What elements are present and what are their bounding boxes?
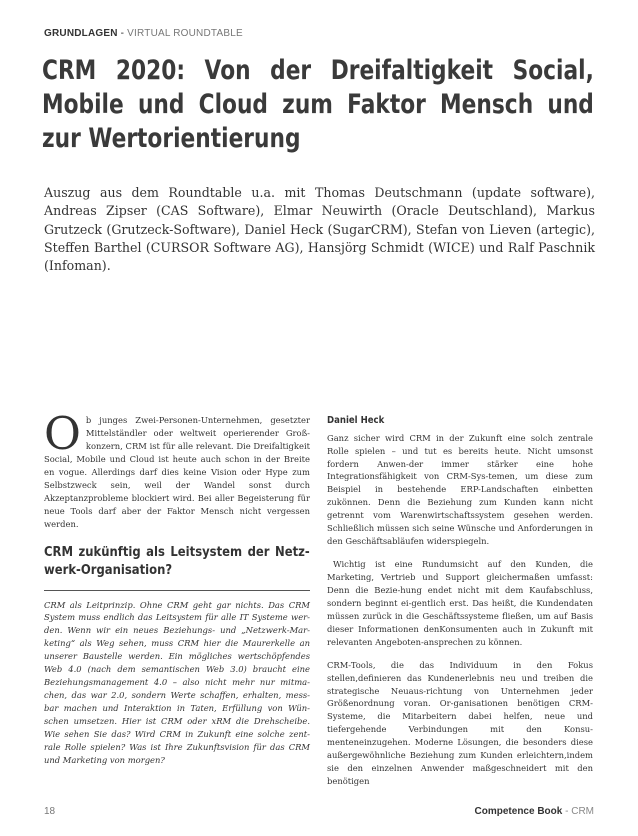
answer-paragraph-3: CRM-Tools, die das Individuum in den Fokus stellen,definieren das Kundenerlebnis neu und treiben die strategische Neuaus-richtung von Unternehmen jeder Größenordnung voran. Or-ganisationen benötigen CRM-Systeme, die Mitarbeitern dabei helfen, neue und tiefergehende Verbindungen mit den Konsu-menteneinzugehen. Moderne Lösungen, die besonders diese außergewöhnliche Beziehung zum Kunden erleichtern,indem sie den einzelnen Anwender maßgeschneidert mit den benötigen [327,659,593,787]
footer-topic: CRM [571,806,594,817]
publication-footer [475,806,594,817]
intro-paragraph [44,407,310,530]
section-header [44,28,243,39]
question-text: CRM als Leitprinzip. Ohne CRM geht gar nichts. Das CRM System muss endlich das Leitsystem für alle IT Systeme wer-den. Wenn wir ein neues Beziehungs- und „Netzwerk-Mar-keting“ als Weg sehen, muss CRM hier die Maurerkelle an unserer Baustelle werden. Ein mögliches wertschöpfendes Web 4.0 (nach dem semantischen Web 3.0) braucht eine Beziehungsmanagement 4.0 – also nicht mehr nur mitma-chen, das war 2.0, sondern Werte schaffen, erhalten, mess-bar machen und Interaktion in Taten, Erfüllung von Wün-schen umsetzen. Hier ist CRM oder xRM die Drehscheibe. Wie sehen Sie das? Wird CRM in Zukunft eine solche zent-rale Rolle spielen? Was ist Ihre Zukunftsvision für das CRM und Marketing von morgen? [44,599,310,765]
heading-divider [44,590,310,591]
right-column [327,414,593,798]
footer-separator: - [562,806,572,817]
article-title: CRM 2020: Von der Dreifaltigkeit Social, Mobile und Cloud zum Faktor Mensch und zur Wertorientierung [42,55,594,155]
drop-cap: O [44,407,81,460]
article-lead: Auszug aus dem Roundtable u.a. mit Thomas Deutschmann (update software), Andreas Zipser (CAS Software), Elmar Neuwirth (Oracle Deutschland), Markus Grutzeck (Grutzeck-Software), Daniel Heck (SugarCRM), Stefan von Lieven (artegic), Steffen Barthel (CURSOR Software AG), Hansjörg Schmidt (WICE) und Ralf Paschnik (Infoman). [44,185,595,273]
answer-paragraph-1: Ganz sicher wird CRM in der Zukunft eine solch zentrale Rolle spielen – und tut es bereits heute. Nicht umsonst fordern Anwen-der immer stärker eine hohe Integrationsfähigkeit von CRM-Sys-temen, um diese zum Beispiel in bestehende ERP-Landschaften einbetten zukönnen. Denn die Beziehung zum Kunden kann nicht getrennt vom Warenwirtschaftssystem gesehen werden. Schließlich müssen sich seine Wünsche und Anforderungen in den Geschäftsabläufen widerspiegeln. [327,432,593,547]
intro-text: b junges Zwei-Personen-Unternehmen, gesetzter Mittelständler oder weltweit operierender Groß-konzern, CRM ist für alle relevant. Die Dreifaltigkeit Social, Mobile und Cloud ist heute auch schon in der Breite en vogue. Allerdings darf dies keine Vision oder Hype zum Selbstzweck sein, weil der Wandel sonst durch Akzeptanzprobleme blockiert wird. Bei aller Begeisterung für neue Tools darf aber der Faktor Mensch nicht vergessen werden. [44,415,310,529]
page-number: 18 [44,806,56,817]
publication-name: Competence Book [474,806,563,817]
question-heading: CRM zukünftig als Leitsystem der Netz-werk-Organisation? [44,544,310,578]
speaker-name: Daniel Heck [327,415,385,426]
section-label: GRUNDLAGEN [44,28,118,39]
section-separator: - [117,28,128,39]
answer-paragraph-2: Wichtig ist eine Rundumsicht auf den Kunden, die Marketing, Vertrieb und Support gleichermaßen umfasst: Denn die Bezie-hung endet nicht mit dem Kaufabschluss, sondern beginnt ei-gentlich erst. Das heißt, die Kundendaten müssen zurück in die Geschäftssysteme fließen, um auf Basis dieser Informationen denKonsumenten auch in Zukunft mit relevanten Angeboten-ansprechen zu können. [327,559,593,647]
subsection-label: VIRTUAL ROUNDTABLE [127,28,243,39]
left-column [44,407,310,777]
